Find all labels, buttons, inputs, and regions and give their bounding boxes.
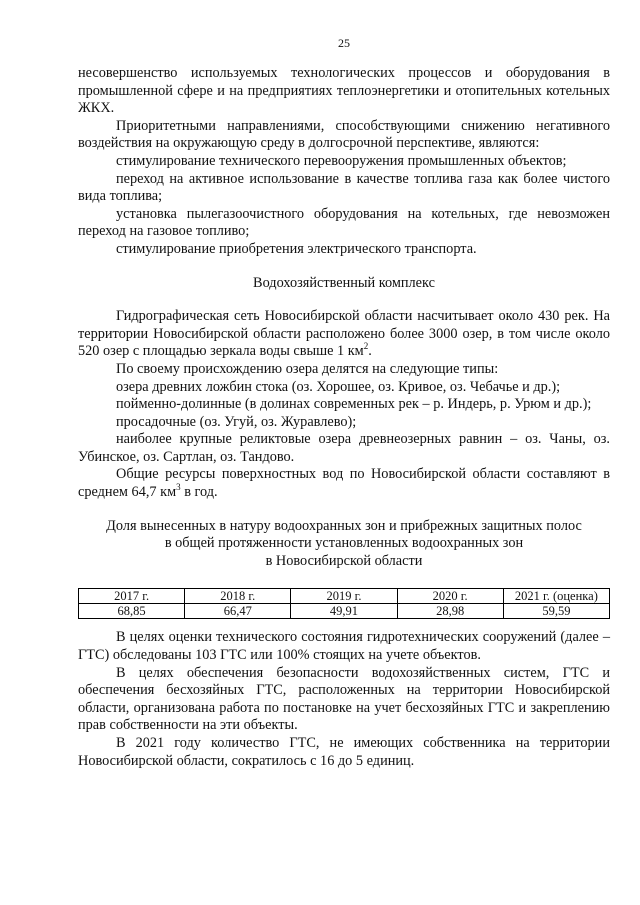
table-header-cell: 2018 г. <box>185 589 291 604</box>
table-header-row <box>79 589 610 604</box>
paragraph-text: Гидрографическая сеть Новосибирской области насчитывает около 430 рек. На территории Новосибирской области расположено более 3000 озер, в том числе около 520 озер с площадью зеркала воды свыше 1 км <box>78 308 610 360</box>
paragraph-end: . <box>368 343 372 360</box>
list-item: просадочные (оз. Угуй, оз. Журавлево); <box>116 413 357 430</box>
table-title <box>78 518 610 571</box>
table-header-cell: 2020 г. <box>397 589 503 604</box>
list-item: наиболее крупные реликтовые озера древнеозерных равнин – оз. Чаны, оз. Убинское, оз. Сартлан, оз. Тандово. <box>78 431 610 465</box>
paragraph: По своему происхождению озера делятся на следующие типы: <box>116 360 499 377</box>
table-cell: 49,91 <box>291 604 397 619</box>
superscript: 3 <box>176 482 181 493</box>
paragraph: В целях обеспечения безопасности водохозяйственных систем, ГТС и обеспечения бесхозяйных ГТС, расположенных на территории Новосибирской области, организована работа по постановке на учет бесхозяйных ГТС и закреплению прав собственности на эти объекты. <box>78 664 610 734</box>
paragraph: В 2021 году количество ГТС, не имеющих собственника на территории Новосибирской области, сократилось с 16 до 5 единиц. <box>78 735 610 769</box>
list-item: установка пылегазоочистного оборудования на котельных, где невозможен переход на газовое топливо; <box>78 205 610 240</box>
list-item: стимулирование технического перевооружения промышленных объектов; <box>116 152 567 169</box>
list-item: озера древних ложбин стока (оз. Хорошее, оз. Кривое, оз. Чебачье и др.); <box>116 378 561 395</box>
table-header-cell: 2019 г. <box>291 589 397 604</box>
table-cell: 28,98 <box>397 604 503 619</box>
table-title-line: в Новосибирской области <box>265 552 423 569</box>
table-title-line: Доля вынесенных в натуру водоохранных зон и прибрежных защитных полос <box>106 517 582 534</box>
table-cell: 59,59 <box>503 604 609 619</box>
paragraph: несовершенство используемых технологических процессов и оборудования в промышленной сфере и на предприятиях теплоэнергетики и отопительных котельных ЖКХ. <box>78 65 610 117</box>
table-cell: 68,85 <box>79 604 185 619</box>
table-cell: 66,47 <box>185 604 291 619</box>
document-page <box>78 36 610 770</box>
paragraph: Приоритетными направлениями, способствующими снижению негативного воздействия на окружающую среду в долгосрочной перспективе, являются: <box>78 117 610 152</box>
list-item: переход на активное использование в качестве топлива газа как более чистого вида топлива; <box>78 170 610 205</box>
list-item: стимулирование приобретения электрического транспорта. <box>116 240 477 257</box>
paragraph-text: Общие ресурсы поверхностных вод по Новосибирской области составляют в среднем 64,7 км <box>78 466 610 501</box>
paragraph: В целях оценки технического состояния гидротехнических сооружений (далее – ГТС) обследованы 103 ГТС или 100% стоящих на учете объектов. <box>78 629 610 664</box>
list-item: пойменно-долинные (в долинах современных рек – р. Индерь, р. Урюм и др.); <box>116 396 592 413</box>
page-number: 25 <box>338 36 350 50</box>
table-row <box>79 604 610 619</box>
paragraph <box>78 308 610 361</box>
section-title: Водохозяйственный комплекс <box>253 274 435 291</box>
paragraph <box>78 466 610 501</box>
data-table <box>78 588 610 619</box>
paragraph-end: в год. <box>180 484 218 501</box>
table-header-cell: 2017 г. <box>79 589 185 604</box>
table-header-cell: 2021 г. (оценка) <box>503 589 609 604</box>
superscript: 2 <box>363 341 369 352</box>
table-title-line: в общей протяженности установленных водоохранных зон <box>164 535 524 552</box>
